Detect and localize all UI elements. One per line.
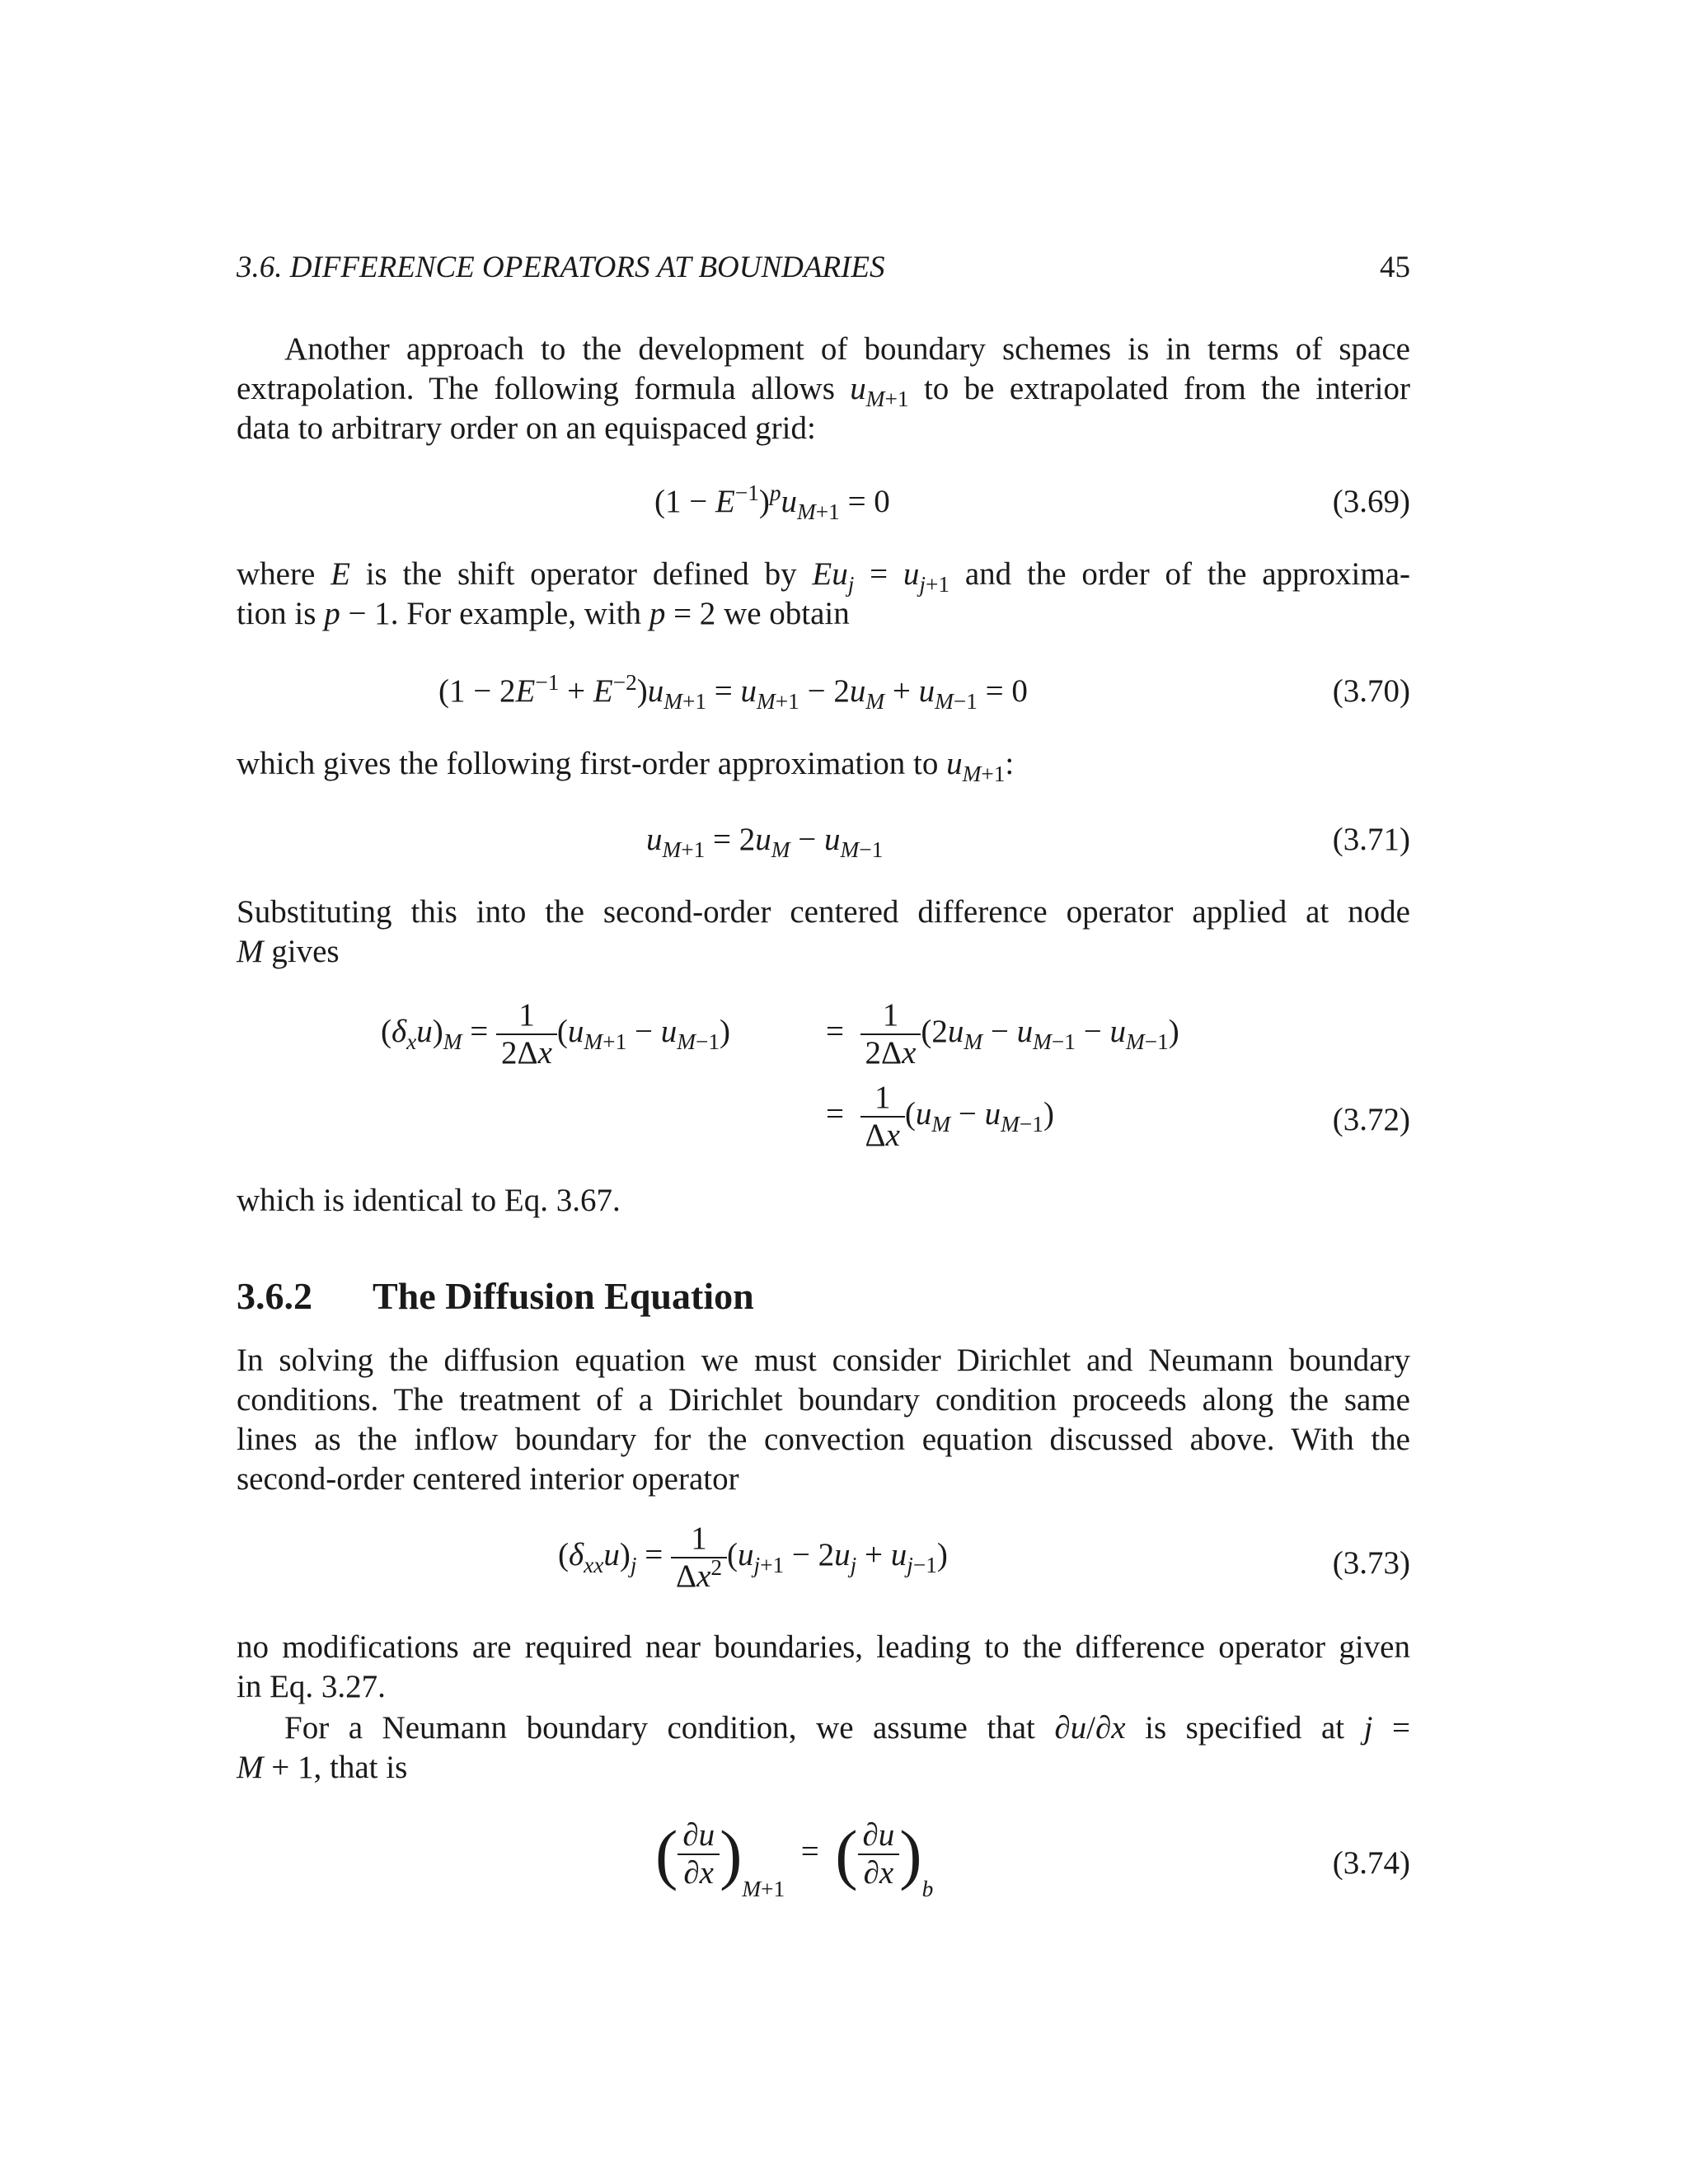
equation-3-71 <box>237 820 1410 861</box>
section-heading <box>237 1273 754 1319</box>
page-number: 45 <box>1380 251 1410 284</box>
text-line: M gives <box>237 934 340 969</box>
paragraph-shift-operator <box>237 555 1410 634</box>
text-line: M + 1, that is <box>237 1750 408 1785</box>
text-line: second-order centered interior operator <box>237 1461 739 1497</box>
equation-3-73 <box>237 1521 1410 1603</box>
equation-number: (3.71) <box>1332 822 1410 857</box>
equation-number: (3.70) <box>1332 673 1410 709</box>
paragraph-neumann <box>237 1708 1410 1788</box>
text-line: data to arbitrary order on an equispaced grid: <box>237 410 816 446</box>
section-number: 3.6.2 <box>237 1275 312 1317</box>
paragraph-no-modifications <box>237 1628 1410 1707</box>
equation-body: $(\delta_{xx}u)_j$ = $\frac{1}{\Delta x^2}$ $(u_{j+1} - 2u_j + u_{j-1})$ <box>558 1521 948 1594</box>
equation-3-69 <box>237 482 1410 523</box>
text-line: extrapolation. The following formula allows $u_{M+1}$ to be extrapolated from the interior <box>237 371 1410 411</box>
text-line: Substituting this into the second-order centered difference operator applied at node <box>237 894 1410 930</box>
equation-line-1-rhs: = $\frac{1}{2\Delta x}$ $(2u_M - u_{M-1} - u_{M-1})$ <box>826 997 1179 1071</box>
text-line: conditions. The treatment of a Dirichlet boundary condition proceeds along the same <box>237 1382 1410 1418</box>
text-line: tion is p − 1. For example, with p = 2 we obtain <box>237 596 850 631</box>
equation-body: $(1 - 2E^{-1} + E^{-2})u_{M+1} = u_{M+1} - 2u_M + u_{M-1} = 0$ <box>438 670 1028 714</box>
equation-3-72 <box>237 997 1410 1162</box>
equation-line-1: $(\delta_xu)_M$ = $\frac{1}{2\Delta x}$ $(u_{M+1} - u_{M-1})$ <box>381 997 731 1071</box>
text-line: which gives the following first-order approximation to $u_{M+1}$: <box>237 746 1015 786</box>
equation-number: (3.72) <box>1332 1102 1410 1137</box>
running-head <box>237 247 1410 288</box>
equation-number: (3.69) <box>1332 484 1410 519</box>
text-line: For a Neumann boundary condition, we assume that ∂u/∂x is specified at j = <box>284 1710 1410 1746</box>
paragraph-extrapolation <box>237 330 1410 448</box>
text-line: which is identical to Eq. 3.67. <box>237 1183 621 1218</box>
equation-number: (3.74) <box>1332 1845 1410 1881</box>
text-line: lines as the inflow boundary for the convection equation discussed above. With the <box>237 1422 1410 1457</box>
equation-body: $u_{M+1} = 2u_M - u_{M-1}$ <box>646 822 884 862</box>
paragraph-identical <box>237 1181 1410 1221</box>
text-line: where E is the shift operator defined by $Eu_j = u_{j+1}$ and the order of the approxima- <box>237 556 1411 597</box>
paragraph-diffusion <box>237 1341 1410 1499</box>
section-title: The Diffusion Equation <box>373 1275 754 1317</box>
paragraph-substituting <box>237 893 1410 972</box>
equation-number: (3.73) <box>1332 1545 1410 1581</box>
equation-body: ( $\frac{\partial u}{\partial x}$ )$_{M+1}$ = ( $\frac{\partial u}{\partial x}$ )$_b$ <box>655 1816 934 1901</box>
equation-line-2: = $\frac{1}{\Delta x}$ $(u_M - u_{M-1})$ <box>826 1080 1054 1153</box>
equation-body: $(1 - E^{-1})^pu_{M+1} = 0$ <box>654 480 890 524</box>
text-line: no modifications are required near boundaries, leading to the difference operator given <box>237 1629 1410 1665</box>
text-line: in Eq. 3.27. <box>237 1669 386 1704</box>
equation-3-70 <box>237 672 1410 713</box>
text-line: Another approach to the development of boundary schemes is in terms of space <box>284 331 1410 367</box>
paragraph-first-order <box>237 744 1410 784</box>
running-title: 3.6. DIFFERENCE OPERATORS AT BOUNDARIES <box>237 251 885 284</box>
equation-3-74 <box>237 1817 1410 1916</box>
text-line: In solving the diffusion equation we must consider Dirichlet and Neumann boundary <box>237 1343 1410 1378</box>
